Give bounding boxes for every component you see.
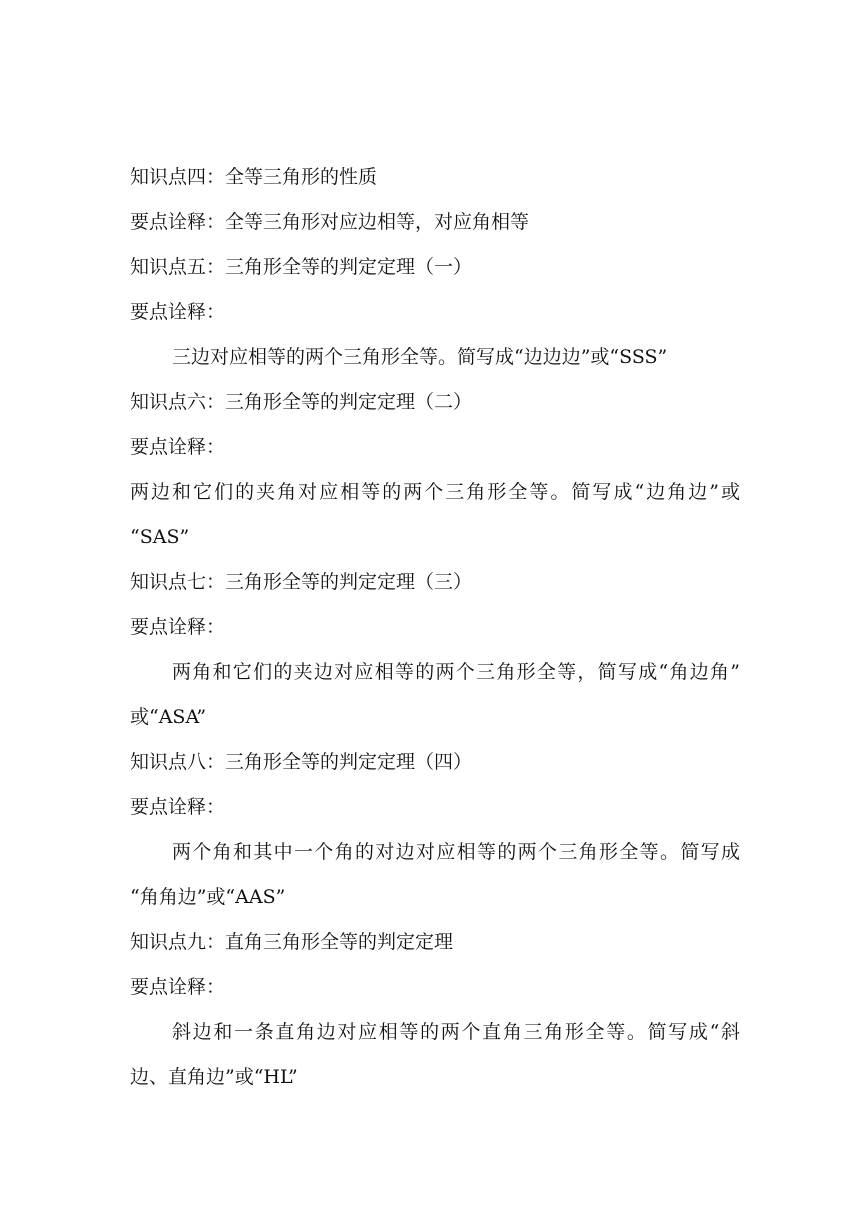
explanation-label: 要点诠释： xyxy=(130,436,226,458)
explanation-label: 要点诠释： xyxy=(130,976,226,998)
explanation-point-4: 要点诠释：全等三角形对应边相等，对应角相等 xyxy=(130,211,530,233)
heading-point-6: 知识点六：三角形全等的判定定理（二） xyxy=(130,391,473,413)
explanation-text-aas: 两个角和其中一个角的对边对应相等的两个三角形全等。简写成 xyxy=(172,841,740,863)
heading-point-4: 知识点四：全等三角形的性质 xyxy=(130,166,378,188)
heading-point-9: 知识点九：直角三角形全等的判定定理 xyxy=(130,931,454,953)
explanation-text-aas-cont: “角角边”或“AAS” xyxy=(130,886,286,908)
explanation-text-asa-cont: 或“ASA” xyxy=(130,706,207,728)
explanation-label: 要点诠释： xyxy=(130,301,226,323)
explanation-text-asa: 两角和它们的夹边对应相等的两个三角形全等，简写成“角边角” xyxy=(172,661,740,683)
heading-point-7: 知识点七：三角形全等的判定定理（三） xyxy=(130,571,473,593)
explanation-text-sas: 两边和它们的夹角对应相等的两个三角形全等。简写成“边角边”或 xyxy=(130,481,740,503)
explanation-text-hl-cont: 边、直角边”或“HL” xyxy=(130,1066,298,1088)
heading-point-8: 知识点八：三角形全等的判定定理（四） xyxy=(130,751,473,773)
explanation-text-sas-cont: “SAS” xyxy=(130,526,190,548)
explanation-label: 要点诠释： xyxy=(130,796,226,818)
explanation-text-hl: 斜边和一条直角边对应相等的两个直角三角形全等。简写成“斜 xyxy=(172,1021,740,1043)
document-page xyxy=(130,155,740,1100)
explanation-text-sss: 三边对应相等的两个三角形全等。简写成“边边边”或“SSS” xyxy=(172,346,668,368)
heading-point-5: 知识点五：三角形全等的判定定理（一） xyxy=(130,256,473,278)
explanation-label: 要点诠释： xyxy=(130,616,226,638)
